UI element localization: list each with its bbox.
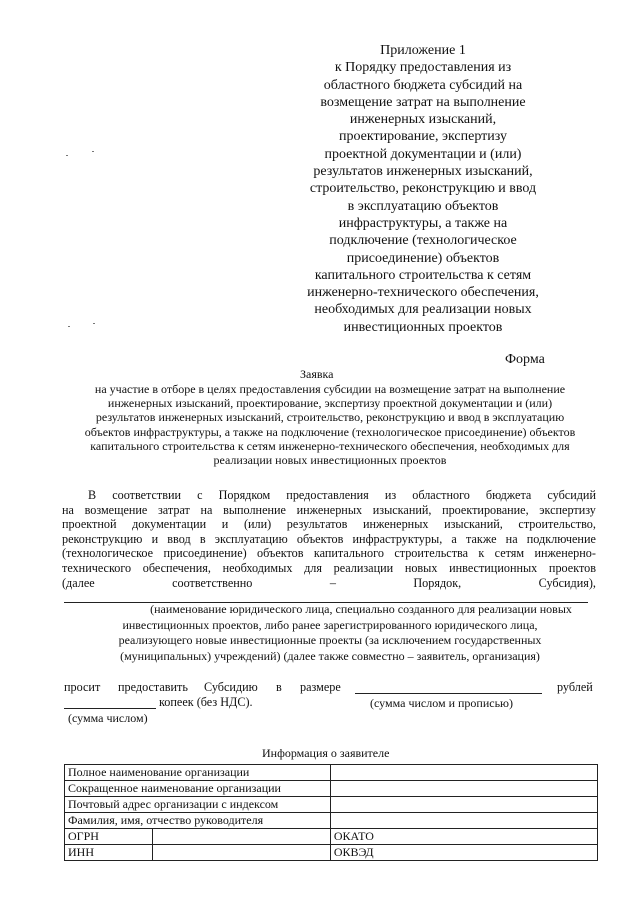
body-word: – xyxy=(329,575,336,590)
body-word: новых xyxy=(404,560,438,575)
body-word: для xyxy=(304,560,322,575)
body-word: соответствии xyxy=(112,488,182,502)
description-line: капитального строительства к сетям инженерно-технического обеспечения, необходимых для xyxy=(90,438,570,453)
body-word: предоставления xyxy=(286,488,369,502)
applicant-hint xyxy=(60,602,600,664)
body-word: Порядком xyxy=(218,488,271,502)
scan-speck xyxy=(93,323,95,324)
body-word: областного xyxy=(412,488,470,502)
body-word: и xyxy=(151,531,159,546)
body-word: В xyxy=(88,488,97,502)
body-word: эксплуатацию xyxy=(214,531,288,546)
body-word: на xyxy=(200,502,213,517)
table-row xyxy=(65,765,598,781)
rubles-label: рублей xyxy=(557,680,593,694)
body-word: инженерных xyxy=(296,502,363,517)
appendix-line: инвестиционных проектов xyxy=(343,319,503,335)
value-cell[interactable] xyxy=(330,765,597,781)
body-word: капитального xyxy=(313,546,384,561)
description-line: реализации новых инвестиционных проектов xyxy=(213,453,447,468)
body-word: документации xyxy=(132,517,207,532)
appendix-line: Приложение 1 xyxy=(380,43,466,58)
code-label: ОГРН xyxy=(65,829,153,845)
request-word: предоставить xyxy=(118,680,188,694)
appendix-line: областного бюджета субсидий на xyxy=(323,77,523,93)
body-word: проектов xyxy=(548,560,596,575)
body-word: на xyxy=(505,531,518,546)
kopecks-label: копеек (без НДС). xyxy=(159,695,253,709)
body-word: выполнение xyxy=(223,502,286,517)
appendix-line: возмещение затрат на выполнение xyxy=(320,94,526,110)
body-word: подключение xyxy=(526,531,596,546)
scan-speck xyxy=(92,151,94,152)
appendix-line: в эксплуатацию объектов xyxy=(347,198,499,214)
body-word: субсидий xyxy=(547,488,596,502)
kopecks-number-line[interactable] xyxy=(64,708,156,709)
hint-line: инвестиционных проектов, либо ранее зарегистрированного юридического лица, xyxy=(122,617,538,632)
body-word: объектов xyxy=(257,546,304,561)
table-row xyxy=(65,813,598,829)
value-cell[interactable] xyxy=(330,797,597,813)
description-line: объектов инфраструктуры, а также на подключение (технологическое присоединение) объектов xyxy=(84,424,576,439)
row-label: Полное наименование организации xyxy=(65,765,331,781)
hint-line: (наименование юридического лица, специально созданного для реализации новых xyxy=(150,602,572,616)
value-cell[interactable] xyxy=(152,829,330,845)
table-row xyxy=(65,797,598,813)
body-line xyxy=(62,488,596,503)
body-line xyxy=(62,546,596,561)
body-word: с xyxy=(197,488,203,502)
body-word: ввод xyxy=(167,531,191,546)
body-word: инвестиционных xyxy=(449,560,538,575)
body-word: реализации xyxy=(333,560,394,575)
appendix-line: строительство, реконструкцию и ввод xyxy=(309,181,537,197)
body-word: бюджета xyxy=(485,488,532,502)
body-word: обеспечения, xyxy=(142,560,211,575)
hint-line: (муниципальных) учреждений) (далее также совместно – заявитель, организация) xyxy=(120,648,540,663)
request-word: Субсидию xyxy=(204,680,258,694)
body-word: реконструкцию xyxy=(62,531,143,546)
body-word: проектирование, xyxy=(442,502,529,517)
body-word: изысканий, xyxy=(444,517,503,532)
body-word: изысканий, xyxy=(372,502,432,517)
body-line xyxy=(62,517,596,532)
hint-line: реализующего новые инвестиционные проекты (за исключением государственных xyxy=(118,633,542,647)
body-word: сетям xyxy=(494,546,525,561)
body-word: соответственно xyxy=(172,575,253,590)
body-word: на xyxy=(62,502,74,517)
body-word: (технологическое xyxy=(62,546,154,561)
body-word: строительства xyxy=(394,546,469,561)
body-line xyxy=(62,576,596,591)
body-word: объектов xyxy=(296,531,344,546)
body-word: возмещение xyxy=(84,502,148,517)
appendix-line: капитального строительства к сетям xyxy=(314,267,532,283)
body-word: инженерно- xyxy=(534,546,596,561)
description-line: на участие в отборе в целях предоставления субсидии на возмещение затрат на выполнение xyxy=(94,382,566,396)
table-row xyxy=(65,829,598,845)
amount-words-hint: (сумма числом и прописью) xyxy=(370,696,514,710)
info-section-title: Информация о заявителе xyxy=(262,746,390,760)
row-label: Почтовый адрес организации с индексом xyxy=(65,797,331,813)
application-title: Заявка xyxy=(300,367,334,381)
appendix-line: присоединение) объектов xyxy=(346,250,500,266)
body-paragraph xyxy=(62,488,596,590)
row-label: Фамилия, имя, отчество руководителя xyxy=(65,813,331,829)
applicant-info-table xyxy=(64,764,598,861)
body-word: экспертизу xyxy=(539,502,596,517)
body-word: инженерных xyxy=(362,517,429,532)
body-word: результатов xyxy=(286,517,348,532)
body-line xyxy=(62,532,596,547)
description-line: результатов инженерных изысканий, строительство, реконструкцию и ввод в эксплуатацию xyxy=(95,410,565,425)
code-label: ОКАТО xyxy=(330,829,597,845)
body-word: инфраструктуры, xyxy=(352,531,443,546)
body-word: затрат xyxy=(157,502,190,517)
table-row xyxy=(65,781,598,797)
body-word: в xyxy=(199,531,206,546)
body-word: и xyxy=(221,517,229,532)
appendix-line: инженерных изысканий, xyxy=(349,112,497,128)
body-word: из xyxy=(384,488,397,502)
request-word: размере xyxy=(300,680,341,694)
code-label: ИНН xyxy=(65,845,153,861)
application-description xyxy=(60,382,600,467)
appendix-line: проектной документации и (или) xyxy=(324,146,522,162)
request-word: в xyxy=(276,680,282,694)
appendix-line: проектирование, экспертизу xyxy=(339,129,507,145)
body-word: а xyxy=(451,531,457,546)
form-label: Форма xyxy=(505,352,545,367)
body-word: технического xyxy=(62,560,132,575)
body-word: необходимых xyxy=(222,560,293,575)
appendix-line: инженерно-технического обеспечения, xyxy=(307,285,539,301)
body-word: также xyxy=(466,531,497,546)
code-label: ОКВЭД xyxy=(330,845,597,861)
body-word: строительство, xyxy=(518,517,596,532)
body-word: Порядок, xyxy=(413,575,462,590)
amount-words-line[interactable] xyxy=(355,693,542,694)
appendix-header xyxy=(268,42,578,336)
body-line xyxy=(62,503,596,518)
request-word: просит xyxy=(64,680,101,694)
body-word: (или) xyxy=(243,517,272,532)
scan-speck xyxy=(66,155,68,156)
value-cell[interactable] xyxy=(152,845,330,861)
value-cell[interactable] xyxy=(330,813,597,829)
body-word: Субсидия), xyxy=(538,575,596,590)
table-row xyxy=(65,845,598,861)
appendix-line: подключение (технологическое xyxy=(329,233,517,249)
appendix-line: необходимых для реализации новых xyxy=(314,302,532,318)
description-line: инженерных изысканий, проектирование, экспертизу проектной документации и (или) xyxy=(107,396,553,411)
body-line xyxy=(62,561,596,576)
body-word: присоединение) xyxy=(163,546,247,561)
scan-speck xyxy=(68,326,70,327)
body-word: к xyxy=(478,546,485,561)
body-word: проектной xyxy=(62,517,117,532)
appendix-line: результатов инженерных изысканий, xyxy=(313,164,533,180)
appendix-line: инфраструктуры, а также на xyxy=(338,215,508,231)
body-word: (далее xyxy=(62,575,95,590)
value-cell[interactable] xyxy=(330,781,597,797)
amount-number-hint: (сумма числом) xyxy=(68,711,148,725)
row-label: Сокращенное наименование организации xyxy=(65,781,331,797)
appendix-line: к Порядку предоставления из xyxy=(334,60,512,76)
